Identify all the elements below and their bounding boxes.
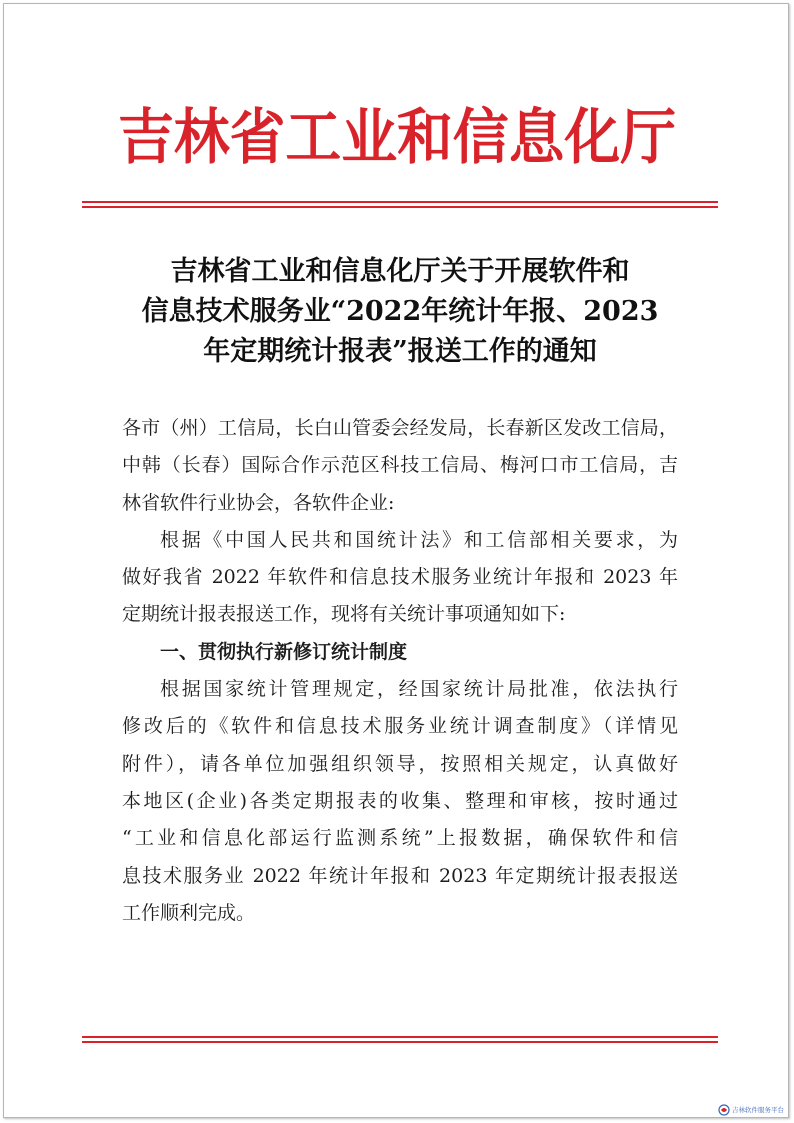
body-line-section-1: 附件），请各单位加强组织领导，按照相关规定，认真做好 xyxy=(122,752,678,775)
letterhead-red-rule xyxy=(82,201,718,208)
body-line-section-1: 工作顺利完成。 xyxy=(122,901,256,924)
body-line-section-1: 修改后的《软件和信息技术服务业统计调查制度》（详情见 xyxy=(122,715,678,738)
body-line-section-1: “工业和信息化部运行监测系统”上报数据，确保软件和信 xyxy=(122,827,678,850)
document-title xyxy=(100,252,700,372)
body-line-section-1: 根据国家统计管理规定，经国家统计局批准，依法执行 xyxy=(160,678,678,701)
body-line-addressees: 中韩（长春）国际合作示范区科技工信局、梅河口市工信局，吉 xyxy=(122,454,678,477)
swirl-logo-icon xyxy=(718,1104,730,1116)
section-heading: 一、贯彻执行新修订统计制度 xyxy=(160,640,408,663)
body-line-section-1: 息技术服务业 2022 年统计年报和 2023 年定期统计报表报送 xyxy=(122,864,678,887)
body-line-section-1: 本地区(企业)各类定期报表的收集、整理和审核，按时通过 xyxy=(122,789,678,812)
letterhead-org-name: 吉林省工业和信息化厅 xyxy=(118,103,677,173)
body-line-intro: 根据《中国人民共和国统计法》和工信部相关要求，为 xyxy=(160,528,678,551)
title-line: 年定期统计报表”报送工作的通知 xyxy=(203,336,597,367)
body-line-intro: 定期统计报表报送工作，现将有关统计事项通知如下: xyxy=(122,603,566,626)
body-line-addressees: 各市（州）工信局，长白山管委会经发局，长春新区发改工信局， xyxy=(122,417,678,439)
body-line-addressees: 林省软件行业协会，各软件企业: xyxy=(122,491,395,514)
title-line: 吉林省工业和信息化厅关于开展软件和 xyxy=(170,256,630,287)
footer-red-rule xyxy=(82,1036,718,1043)
document-body xyxy=(122,410,678,932)
site-watermark xyxy=(718,1103,790,1117)
title-line: 信息技术服务业“2022年统计年报、2023 xyxy=(141,296,659,327)
body-line-intro: 做好我省 2022 年软件和信息技术服务业统计年报和 2023 年 xyxy=(122,566,678,589)
watermark-text: 吉林软件服务平台 xyxy=(732,1105,784,1114)
